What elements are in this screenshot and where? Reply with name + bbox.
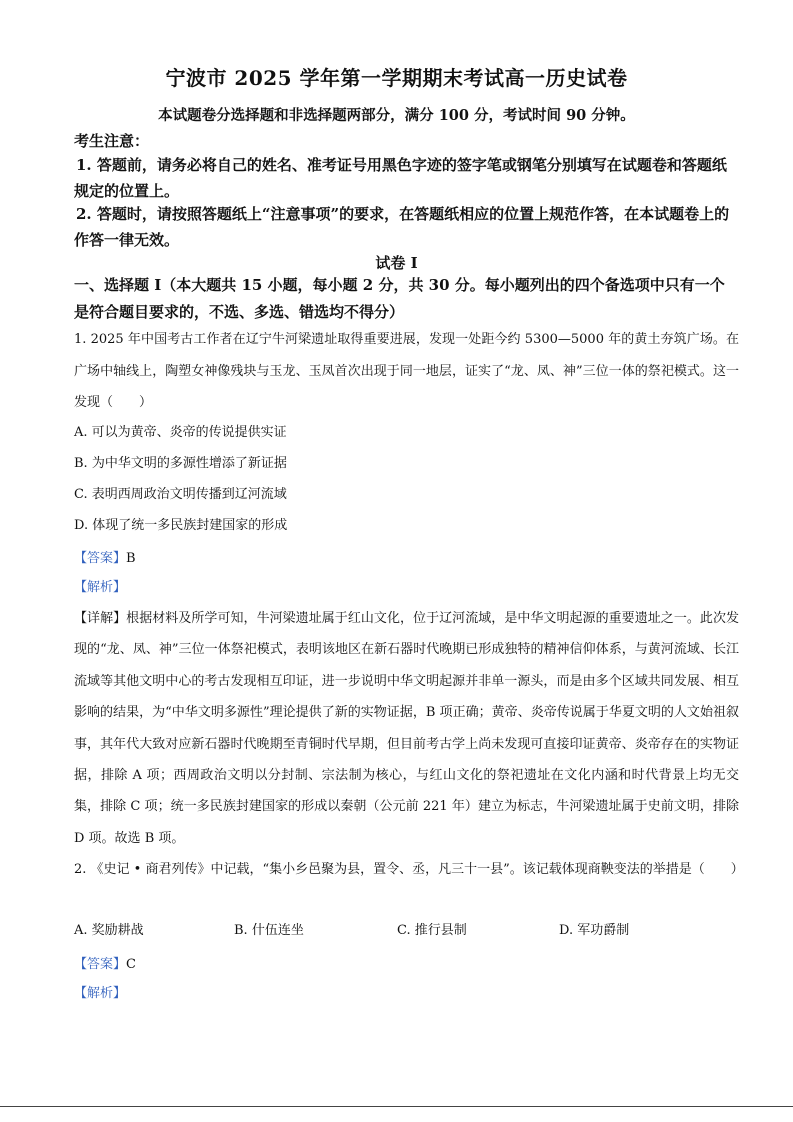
analysis-line — [74, 984, 126, 1004]
exam-title: 宁波市 2025 学年第一学期期末考试高一历史试卷 — [165, 66, 628, 90]
answer-line — [74, 955, 136, 975]
analysis-tag: 【解析】 — [74, 986, 127, 1001]
notice-item: 1. 答题前，请务必将自己的姓名、准考证号用黑色字迹的签字笔或钢笔分别填写在试题卷和答题纸规定的位置上。 — [74, 156, 727, 200]
option-b: B. 为中华文明的多源性增添了新证据 — [74, 456, 287, 471]
analysis-tag: 【解析】 — [74, 580, 127, 595]
option-c: C. 表明西周政治文明传播到辽河流域 — [74, 487, 287, 502]
answer-value: B — [126, 551, 136, 566]
option-c: C. 推行县制 — [397, 923, 467, 938]
paper-label: 试卷 I — [375, 254, 418, 272]
option-d: D. 军功爵制 — [559, 923, 630, 938]
footer-divider — [0, 1106, 793, 1107]
question-stem: 2. 《史记 • 商君列传》中记载，“集小乡邑聚为县，置令、丞，凡三十一县”。该记载体现商鞅变法的举措是（ ） — [74, 862, 744, 877]
option-a: A. 可以为黄帝、炎帝的传说提供实证 — [74, 425, 287, 440]
answer-tag: 【答案】 — [74, 957, 127, 972]
answer-tag: 【答案】 — [74, 551, 127, 566]
exam-subtitle: 本试题卷分选择题和非选择题两部分，满分 100 分，考试时间 90 分钟。 — [158, 107, 635, 124]
option-b: B. 什伍连坐 — [234, 923, 304, 938]
detail-tag: 【详解】 — [74, 611, 127, 626]
detail-text: 根据材料及所学可知，牛河梁遗址属于红山文化，位于辽河流域，是中华文明起源的重要遗址之一。此次发现的“龙、凤、神”三位一体祭祀模式，表明该地区在新石器时代晚期已形成独特的精神信仰体系，与黄河流域、长江流域等其他文明中心的考古发现相互印证，进一步说明中华文明起源并非单一源头，而是由多个区域共同发展、相互影响的结果，为“中华文明多源性”理论提供了新的实物证据，B 项正确；黄帝、炎帝传说属于华夏文明的人文始祖叙事，其年代大致对应新石器时代晚期至青铜时代早期，但目前考古学上尚未发现可直接印证黄帝、炎帝存在的实物证据，排除 A 项；西周政治文明以分封制、宗法制为核心，与红山文化的祭祀遗址在文化内涵和时代背景上均无交集，排除 C 项；统一多民族封建国家的形成以秦朝（公元前 221 年）建立为标志，牛河梁遗址属于史前文明，排除 D 项。故选 B 项。 — [74, 611, 739, 846]
answer-line — [74, 549, 136, 569]
analysis-line — [74, 578, 126, 598]
answer-value: C — [126, 957, 136, 972]
question-stem: 1. 2025 年中国考古工作者在辽宁牛河梁遗址取得重要进展，发现一处距今约 5300—5000 年的黄土夯筑广场。在广场中轴线上，陶塑女神像残块与玉龙、玉凤首次出现于同一地层，证实了“龙、凤、神”三位一体的祭祀模式。这一发现（ ） — [74, 332, 739, 410]
notice-heading: 考生注意： — [74, 132, 150, 150]
option-d: D. 体现了统一多民族封建国家的形成 — [74, 518, 288, 533]
option-a: A. 奖励耕战 — [74, 923, 144, 938]
section-heading: 一、选择题 I（本大题共 15 小题，每小题 2 分，共 30 分。每小题列出的四个备选项中只有一个是符合题目要求的，不选、多选、错选均不得分） — [74, 276, 725, 321]
notice-item: 2. 答题时，请按照答题纸上“注意事项”的要求，在答题纸相应的位置上规范作答，在本试题卷上的作答一律无效。 — [74, 205, 730, 249]
detail-paragraph — [74, 603, 739, 854]
